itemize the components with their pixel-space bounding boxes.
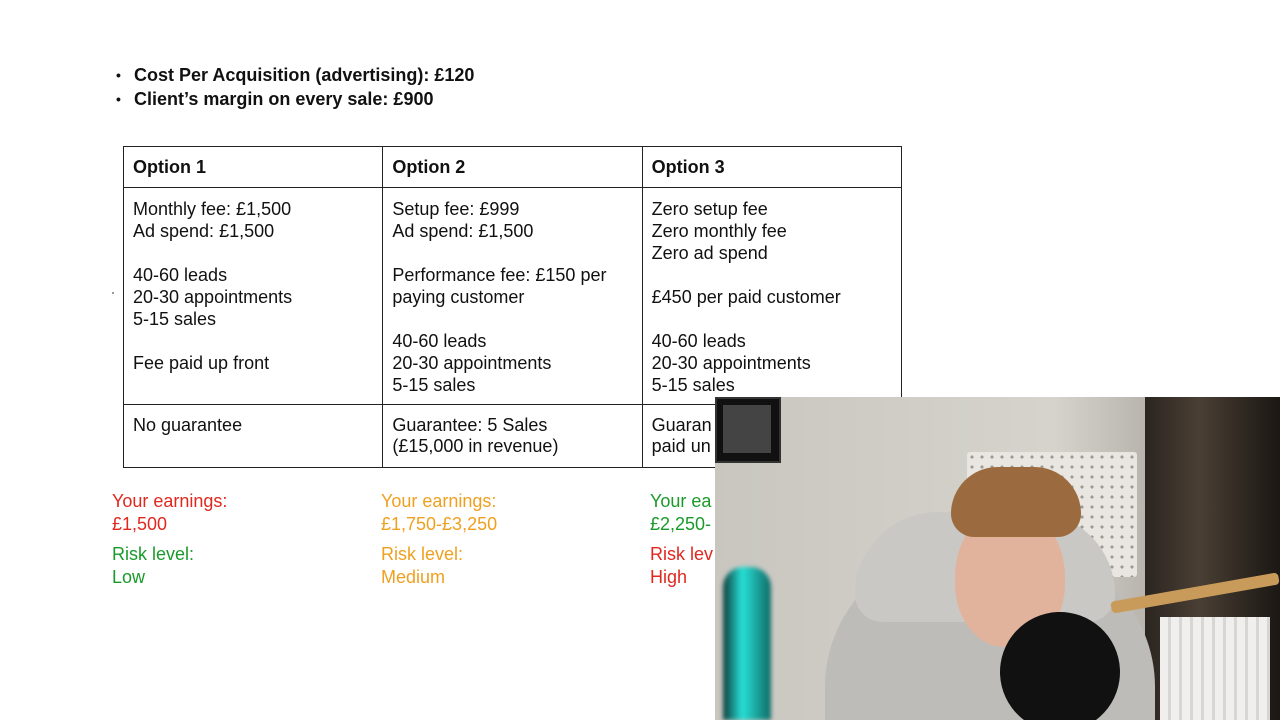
earnings-label: Your ea (650, 491, 712, 511)
cell-option-1-guarantee (124, 405, 383, 468)
earnings-label: Your earnings: (112, 491, 228, 511)
cell-option-3-details (642, 188, 901, 405)
cell-text: Guaran paid un (651, 415, 712, 456)
cell-option-2-guarantee (383, 405, 642, 468)
cell-text: Zero setup fee Zero monthly fee Zero ad spend £450 per paid customer 40-60 leads 20-30 appointments 5-15 sales (651, 199, 841, 395)
risk-value: High (650, 567, 688, 587)
picture-frame (715, 397, 781, 463)
earnings-value: £1,750-£3,250 (381, 514, 498, 534)
cell-option-2-details (383, 188, 642, 405)
earnings-label: Your earnings: (381, 491, 497, 511)
bullet-dot-icon: • (116, 67, 121, 83)
table-row-details (124, 188, 902, 405)
header-option-2: Option 2 (383, 147, 642, 188)
summary-option-2 (381, 490, 497, 589)
cell-text: Setup fee: £999 Ad spend: £1,500 Performance fee: £150 per paying customer 40-60 leads 20-30 appointments 5-15 sales (392, 199, 607, 395)
bullet-text: Cost Per Acquisition (advertising): £120 (134, 65, 475, 85)
bullet-list (116, 63, 474, 111)
cell-text: No guarantee (133, 415, 243, 435)
risk-label: Risk level: (381, 544, 464, 564)
risk-label: Risk level: (112, 544, 195, 564)
cell-text: Guarantee: 5 Sales (£15,000 in revenue) (392, 415, 559, 456)
bullet-item (116, 87, 474, 111)
header-option-3: Option 3 (642, 147, 901, 188)
bullet-dot-icon: • (116, 91, 121, 107)
risk-value: Medium (381, 567, 446, 587)
teal-lamp (723, 567, 771, 720)
radiator (1160, 617, 1270, 720)
table-header-row (124, 147, 902, 188)
webcam-overlay (715, 397, 1280, 720)
risk-label: Risk lev (650, 544, 714, 564)
risk-value: Low (112, 567, 146, 587)
summary-option-1 (112, 490, 227, 589)
bullet-item (116, 63, 474, 87)
bullet-text: Client’s margin on every sale: £900 (134, 89, 434, 109)
cell-text: Monthly fee: £1,500 Ad spend: £1,500 40-60 leads 20-30 appointments 5-15 sales Fee paid up front (133, 199, 293, 373)
earnings-value: £1,500 (112, 514, 168, 534)
stray-dot (112, 292, 114, 294)
earnings-value: £2,250- (650, 514, 712, 534)
summary-option-3 (650, 490, 713, 589)
header-option-1: Option 1 (124, 147, 383, 188)
presenter-hair (951, 467, 1081, 537)
cell-option-1-details (124, 188, 383, 405)
